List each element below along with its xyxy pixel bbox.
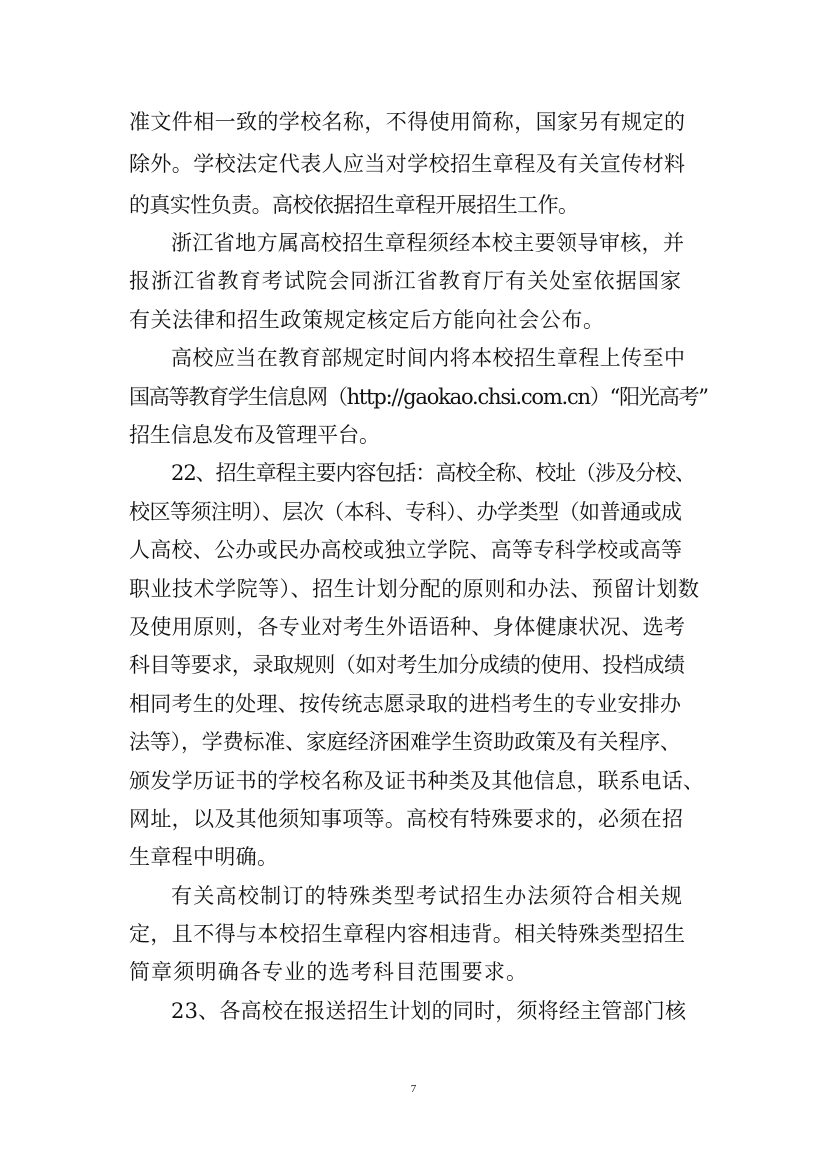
text-line (0, 264, 827, 298)
text-line-content: 及使用原则，各专业对考生外语语种、身体健康状况、选考 (129, 615, 686, 639)
text-line (0, 380, 827, 414)
text-line (0, 572, 827, 606)
text-line (0, 418, 827, 452)
text-line (0, 456, 827, 490)
text-line (0, 648, 827, 682)
text-line-content: 校区等须注明）、层次（本科、专科）、办学类型（如普通或成 (129, 500, 682, 524)
text-line-content: 生章程中明确。 (129, 845, 279, 869)
text-line-content: 22、招生章程主要内容包括：高校全称、校址（涉及分校、 (171, 461, 695, 485)
text-line (0, 879, 827, 913)
text-line (0, 226, 827, 260)
text-line-content: 报浙江省教育考试院会同浙江省教育厅有关处室依据国家 (129, 269, 683, 293)
text-line (0, 687, 827, 721)
text-line-content: 23、各高校在报送招生计划的同时，须将经主管部门核 (171, 999, 687, 1023)
text-line (0, 955, 827, 989)
text-line-content: 职业技术学院等）、招生计划分配的原则和办法、预留计划数 (129, 577, 700, 601)
text-line-content: 定，且不得与本校招生章程内容相违背。相关特殊类型招生 (129, 922, 686, 946)
text-line (0, 303, 827, 337)
text-line-content: 浙江省地方属高校招生章程须经本校主要领导审核，并 (171, 231, 685, 255)
text-line (0, 188, 827, 222)
text-line-content: 准文件相一致的学校名称，不得使用简称，国家另有规定的 (129, 110, 686, 134)
page-number: 7 (410, 1083, 417, 1095)
text-line (0, 994, 827, 1028)
text-line (0, 802, 827, 836)
text-line-content: 有关高校制订的特殊类型考试招生办法须符合相关规 (171, 884, 684, 908)
text-line (0, 147, 827, 181)
text-line-content: 人高校、公办或民办高校或独立学院、高等专科学校或高等 (129, 538, 683, 562)
text-line-content: 简章须明确各专业的选考科目范围要求。 (129, 960, 529, 984)
text-line (0, 840, 827, 874)
text-line-content: 高校应当在教育部规定时间内将本校招生章程上传至中 (171, 346, 686, 370)
text-line-content: 国高等教育学生信息网（http://gaokao.chsi.com.cn）“阳光高考” (129, 385, 708, 409)
text-line-content: 科目等要求，录取规则（如对考生加分成绩的使用、投档成绩 (129, 653, 685, 677)
text-line-content: 除外。学校法定代表人应当对学校招生章程及有关宣传材料 (129, 152, 686, 176)
text-line (0, 764, 827, 798)
text-line (0, 105, 827, 139)
text-line (0, 610, 827, 644)
text-line-content: 颁发学历证书的学校名称及证书种类及其他信息，联系电话、 (129, 769, 705, 793)
text-line (0, 533, 827, 567)
text-line-content: 网址，以及其他须知事项等。高校有特殊要求的，必须在招 (129, 807, 684, 831)
text-line-content: 法等），学费标准、家庭经济困难学生资助政策及有关程序、 (129, 730, 681, 754)
text-line (0, 341, 827, 375)
text-line (0, 917, 827, 951)
text-line-content: 的真实性负责。高校依据招生章程开展招生工作。 (129, 193, 579, 217)
text-line (0, 495, 827, 529)
text-line (0, 725, 827, 759)
text-line-content: 招生信息发布及管理平台。 (129, 423, 380, 447)
text-line-content: 相同考生的处理、按传统志愿录取的进档考生的专业安排办 (129, 692, 682, 716)
text-line-content: 有关法律和招生政策规定核定后方能向社会公布。 (129, 308, 605, 332)
